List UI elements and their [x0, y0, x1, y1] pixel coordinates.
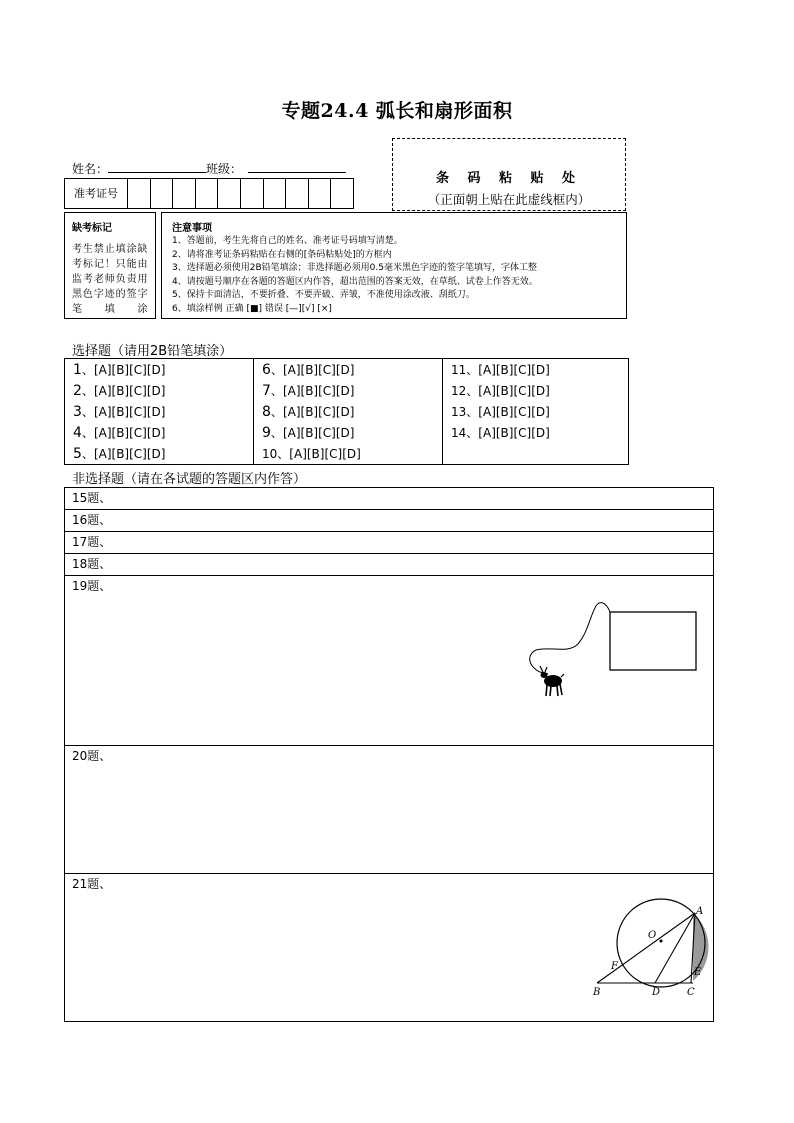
mc-question[interactable]: 2、[A][B][C][D]	[73, 383, 166, 399]
notes-line: 3、选择题必须使用2B铅笔填涂；非选择题必须用0.5毫米黑色字迹的签字笔填写，字体工整	[172, 263, 537, 273]
exam-id-cell[interactable]	[264, 179, 287, 208]
exam-id-cell[interactable]	[331, 179, 353, 208]
barcode-title: 条 码 粘 贴 处	[435, 171, 583, 186]
name-field[interactable]	[108, 160, 206, 173]
mc-question[interactable]: 3、[A][B][C][D]	[73, 404, 166, 420]
answer-box-15[interactable]	[64, 487, 714, 510]
missing-mark-title: 缺考标记	[72, 223, 112, 234]
mc-question[interactable]: 7、[A][B][C][D]	[262, 383, 355, 399]
exam-id-cell[interactable]	[173, 179, 196, 208]
question-label: 18题、	[72, 557, 112, 571]
exam-id-cell[interactable]	[151, 179, 174, 208]
notes-line: 6、填涂样例 正确 [■] 错误 [—][√] [×]	[172, 303, 332, 314]
mc-question[interactable]: 8、[A][B][C][D]	[262, 404, 355, 420]
exam-id-label: 准考证号	[65, 179, 128, 208]
exam-id-cell[interactable]	[128, 179, 151, 208]
q19-rope	[530, 603, 610, 674]
q19-figure	[520, 598, 705, 702]
mc-question[interactable]: 11、[A][B][C][D]	[451, 363, 550, 377]
exam-id-cell[interactable]	[218, 179, 241, 208]
label-e: E	[694, 967, 702, 978]
question-label: 17题、	[72, 535, 112, 549]
notes-line: 2、请将准考证条码粘贴在右侧的[条码粘贴处]的方框内	[172, 249, 392, 260]
q21-line-da	[655, 913, 695, 983]
mc-question[interactable]: 14、[A][B][C][D]	[451, 426, 550, 440]
label-a: A	[696, 906, 704, 917]
non-mc-section-label: 非选择题（请在各试题的答题区内作答）	[72, 472, 307, 487]
missing-mark-box[interactable]	[64, 212, 156, 319]
mc-question[interactable]: 6、[A][B][C][D]	[262, 362, 355, 378]
question-label: 15题、	[72, 491, 112, 505]
exam-id-cell[interactable]	[196, 179, 219, 208]
q19-rectangle	[610, 612, 696, 670]
question-label: 20题、	[72, 749, 112, 763]
mc-question[interactable]: 9、[A][B][C][D]	[262, 425, 355, 441]
notes-line: 5、保持卡面清洁，不要折叠、不要弄破、弄皱，不准使用涂改液、刮纸刀。	[172, 290, 475, 300]
label-o: O	[648, 930, 657, 941]
mc-question[interactable]: 5、[A][B][C][D]	[73, 446, 166, 462]
question-label: 21题、	[72, 877, 112, 891]
question-label: 19题、	[72, 579, 112, 593]
exam-id-row	[64, 178, 354, 209]
label-c: C	[687, 987, 695, 998]
label-b: B	[593, 987, 601, 998]
mc-column	[254, 359, 443, 464]
label-f: F	[611, 961, 618, 972]
answer-box-18[interactable]	[64, 553, 714, 576]
exam-id-cell[interactable]	[309, 179, 332, 208]
mc-question[interactable]: 4、[A][B][C][D]	[73, 425, 166, 441]
mc-question[interactable]: 12、[A][B][C][D]	[451, 384, 550, 398]
mc-grid	[64, 358, 629, 465]
mc-question[interactable]: 13、[A][B][C][D]	[451, 405, 550, 419]
mc-section-label: 选择题（请用2B铅笔填涂）	[72, 344, 233, 359]
name-label: 姓名：	[72, 162, 109, 176]
page-title: 专题24.4 弧长和扇形面积	[281, 100, 513, 122]
q21-line-ba	[597, 913, 695, 983]
mc-column	[443, 359, 628, 464]
class-field[interactable]	[248, 160, 346, 173]
exam-id-cell[interactable]	[286, 179, 309, 208]
mc-column	[65, 359, 254, 464]
notes-title: 注意事项	[172, 223, 212, 234]
notes-line: 1、答题前，考生先将自己的姓名、准考证号码填写清楚。	[172, 236, 403, 246]
missing-mark-body: 考生禁止填涂缺考标记！只能由监考老师负责用黑色字迹的签字笔填涂	[72, 244, 148, 315]
q21-center-point	[660, 940, 663, 943]
answer-box-16[interactable]	[64, 509, 714, 532]
barcode-area	[392, 138, 626, 211]
mc-question[interactable]: 1、[A][B][C][D]	[73, 362, 166, 378]
answer-box-17[interactable]	[64, 531, 714, 554]
class-label: 班级：	[206, 162, 243, 176]
q21-figure	[585, 895, 710, 1000]
name-class-row	[72, 160, 346, 177]
answer-box-20[interactable]	[64, 745, 714, 874]
exam-id-cell[interactable]	[241, 179, 264, 208]
notes-line: 4、请按题号顺序在各题的答题区内作答，超出范围的答案无效，在草纸、试卷上作答无效。	[172, 276, 538, 287]
notes-box	[161, 212, 627, 319]
barcode-note: （正面朝上贴在此虚线框内）	[427, 192, 591, 207]
question-label: 16题、	[72, 513, 112, 527]
label-d: D	[652, 987, 661, 998]
goat-icon	[540, 666, 564, 696]
mc-question[interactable]: 10、[A][B][C][D]	[262, 447, 361, 461]
